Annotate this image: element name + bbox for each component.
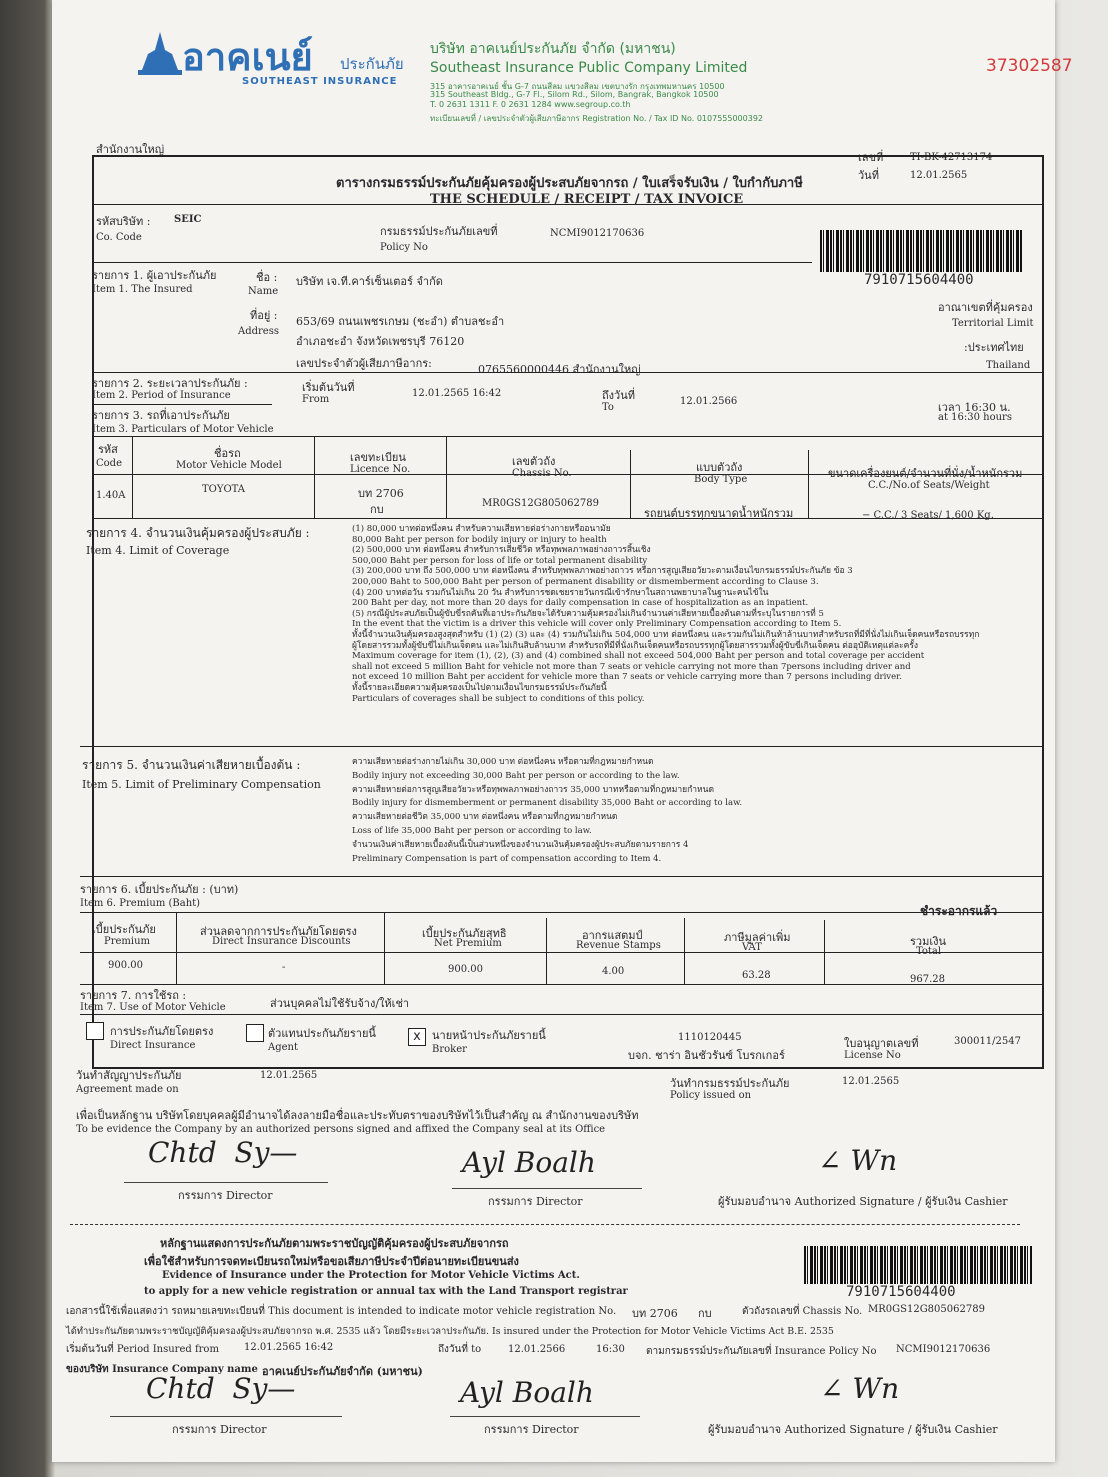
item2-label: รายการ 2. ระยะเวลาประกันภัย : [92,377,248,390]
slip-company-label: ของบริษัท Insurance Company name [66,1364,258,1375]
slip-director-label-2: กรรมการ Director [484,1423,579,1436]
serial-number: 37302587 [986,56,1073,76]
address-label-en: Address [238,326,279,337]
slip-line4: to apply for a new vehicle registration or annual tax with the Land Transport registrar [144,1286,628,1297]
licence-label-en: License No [844,1050,901,1061]
premium-value: 900.00 [108,960,143,971]
to-time-en: at 16:30 hours [938,412,1012,423]
broker-label: นายหน้าประกันภัยรายนี้ [432,1029,546,1042]
ph-premium-en: Premium [104,936,151,947]
vh-body: แบบตัวถัง [696,461,743,474]
vehicle-use: ส่วนบุคคลไม่ใช้รับจ้าง/ให้เช่า [270,997,410,1010]
stamp-value: 4.00 [602,966,625,977]
vh-model-en: Motor Vehicle Model [176,460,282,471]
phone: T. 0 2631 1311 F. 0 2631 1284 www.segroup.co.th [430,100,631,109]
net-value: 900.00 [448,964,483,975]
vh-licence: เลขทะเบียน [350,451,406,464]
authorized-signature: ∠ Wn [818,1144,898,1177]
coverage-line: In the event that the victim is a driver this vehicle will cover only Preliminary Compensation according to Item 5. [352,619,842,630]
temple-logo-icon [138,32,182,76]
issued-label-en: Policy issued on [670,1090,752,1101]
licence-label: ใบอนุญาตเลขที่ [844,1037,919,1050]
item3-label: รายการ 3. รถที่เอาประกันภัย [92,409,230,422]
ph-vat-en: VAT [742,942,762,953]
ph-stamp: อากรแสตมป์ [582,929,643,942]
item1-label: รายการ 1. ผู้เอาประกันภัย [92,269,217,282]
slip-line1: หลักฐานแสดงการประกันภัยตามพระราชบัญญัติคุ้มครองผู้ประสบภัยจากรถ [160,1237,509,1250]
slip-company-value: อาคเนย์ประกันภัยจำกัด (มหาชน) [262,1365,423,1378]
preliminary-line: ความเสียหายต่อการสูญเสียอวัยวะหรือทุพพลภาพอย่างถาวร 35,000 บาทหรือตามที่กฎหมายกำหนด [352,784,714,795]
ph-discount: ส่วนลดจากการประกันภัยโดยตรง [200,925,357,938]
from-value: 12.01.2565 16:42 [412,388,502,399]
doc-date-label: วันที่ [858,169,879,182]
from-label-en: From [302,394,330,405]
vh-chassis-en: Chassis No. [512,468,572,479]
slip-line2: เพื่อใช้สำหรับการจดทะเบียนรถใหม่หรือขอเสียภาษีประจำปีต่อนายทะเบียนขนส่ง [144,1255,519,1268]
agreement-label: วันทำสัญญาประกันภัย [76,1069,182,1082]
registration: ทะเบียนเลขที่ / เลขประจำตัวผู้เสียภาษีอากร Registration No. / Tax ID No. 0107555000392 [430,114,763,123]
ph-total: รวมเงิน [910,935,946,948]
preliminary-line: จำนวนเงินค่าเสียหายเบื้องต้นนี้เป็นส่วนหนึ่งของจำนวนเงินคุ้มครองผู้ประสบภัยตามรายการ 4 [352,839,689,850]
vh-body-en: Body Type [694,474,748,485]
vehicle-licence2: กบ [370,503,384,516]
co-code-label: รหัสบริษัท : [96,215,151,228]
slip-insured-text: ได้ทำประกันภัยตามพระราชบัญญัติคุ้มครองผู้ประสบภัยจากรถ พ.ศ. 2535 แล้ว โดยมีระยะเวลาประกันภัย. Is insured under the Protection for Motor Vehicle Victims Act B.E. 2535 [66,1326,834,1337]
address-thai: 315 อาคารอาคเนย์ ชั้น G-7 ถนนสีลม แขวงสีลม เขตบางรัก กรุงเทพมหานคร 10500 [430,82,725,91]
coverage-line: 80,000 Baht per person for bodily injury or injury to health [352,534,607,545]
tax-id-value: 0765560000446 สำนักงานใหญ่ [478,363,641,376]
slip-chassis-value: MR0GS12G805062789 [868,1304,985,1315]
vehicle-code: 1.40A [96,490,126,501]
coverage-line: not exceed 10 million Baht per accident for vehicle more than 7 seats or vehicle carrying more than 7 persons including driver. [352,672,902,683]
vh-cc: ขนาดเครื่องยนต์/จำนวนที่นั่ง/น้ำหนักรวม [828,467,1023,480]
territorial-label: อาณาเขตที่คุ้มครอง [938,301,1033,314]
agreement-value: 12.01.2565 [260,1070,318,1081]
slip-chassis-label: ตัวถังรถเลขที่ Chassis No. [742,1306,863,1317]
direct-label: การประกันภัยโดยตรง [110,1025,214,1038]
director-label-1: กรรมการ Director [178,1189,273,1202]
co-code-value: SEIC [174,214,202,225]
logo-en: SOUTHEAST INSURANCE [242,76,398,87]
slip-policy-label: ตามกรมธรรม์ประกันภัยเลขที่ Insurance Policy No [646,1346,877,1357]
slip-from-value: 12.01.2565 16:42 [244,1342,334,1353]
vehicle-body: รถยนต์บรรทุกขนาดน้ำหนักรวม [644,507,794,520]
branch: สำนักงานใหญ่ [96,143,165,156]
vh-code-en: Code [96,458,122,469]
coverage-line: (3) 200,000 บาท ถึง 500,000 บาท ต่อหนึ่งคน สำหรับทุพพลภาพอย่างถาวร หรือการสูญเสียอวัยวะตามเงื่อนไขกรมธรรม์ประกันภัย ข้อ 3 [352,566,853,577]
agent-checkbox[interactable] [246,1024,264,1042]
slip-director-label-1: กรรมการ Director [172,1423,267,1436]
evidence-text: เพื่อเป็นหลักฐาน บริษัทโดยบุคคลผู้มีอำนาจได้ลงลายมือชื่อและประทับตราของบริษัทไว้เป็นสำคัญ ณ สำนักงานของบริษัท [76,1109,639,1122]
vh-chassis: เลขตัวถัง [512,455,556,468]
slip-policy-value: NCMI9012170636 [896,1344,991,1355]
barcode [820,230,1022,272]
logo-thai: อาคเนย์ [182,35,313,79]
evidence-text-en: To be evidence the Company by an authorized persons signed and affixed the Company seal at its Office [76,1124,606,1135]
address-line1: 653/69 ถนนเพชรเกษม (ชะอำ) ตำบลชะอำ [296,315,505,328]
to-label: ถึงวันที่ [602,389,635,402]
slip-to-value: 12.01.2566 [508,1344,566,1355]
vehicle-licence: บท 2706 [358,487,404,500]
item3-label-en: Item 3. Particulars of Motor Vehicle [92,424,274,435]
broker-name: บจก. ชาร่า อินชัวรันซ์ โบรกเกอร์ [628,1049,785,1062]
vehicle-chassis: MR0GS12G805062789 [482,498,599,509]
address-en: 315 Southeast Bldg., G-7 Fl., Silom Rd., Silom, Bangrak, Bangkok 10500 [430,90,719,99]
country-en: Thailand [986,360,1031,371]
to-time: เวลา 16:30 น. [938,401,1011,414]
direct-checkbox[interactable] [86,1022,104,1040]
direct-label-en: Direct Insurance [110,1040,196,1051]
from-label: เริ่มต้นวันที่ [302,381,355,394]
discount-value: - [282,962,286,973]
policy-label-en: Policy No [380,242,428,253]
item5-label-en: Item 5. Limit of Preliminary Compensation [82,778,321,791]
total-value: 967.28 [910,974,945,985]
coverage-line: (5) กรณีผู้ประสบภัยเป็นผู้ขับขี่รถคันที่เอาประกันภัยจะได้รับความคุ้มครองไม่เกินจำนวนค่าเสียหายเบื้องต้นตามที่ระบุในรายการที่ 5 [352,608,824,619]
ph-discount-en: Direct Insurance Discounts [212,936,351,947]
slip-reg: บท 2706 [632,1307,678,1320]
vehicle-model: TOYOTA [202,484,246,495]
item7-label-en: Item 7. Use of Motor Vehicle [80,1002,226,1013]
name-label: ชื่อ : [256,271,278,284]
broker-code: 1110120445 [678,1032,742,1043]
item5-label: รายการ 5. จำนวนเงินค่าเสียหายเบื้องต้น : [82,758,301,772]
item6-label-en: Item 6. Premium (Baht) [80,898,201,909]
vh-licence-en: Licence No. [350,464,411,475]
barcode-number: 7910715604400 [864,272,974,288]
territorial-label-en: Territorial Limit [952,318,1034,329]
agent-label-en: Agent [268,1042,298,1053]
coverage-line: 200 Baht per day, not more than 20 days for daily compensation in case of hospitalization as an inpatient. [352,598,809,609]
licence-value: 300011/2547 [954,1036,1021,1047]
policy-value: NCMI9012170636 [550,228,645,239]
doc-no-label: เลขที่ [858,151,884,164]
slip-director-signature-1: Chtd Sy— [146,1372,296,1405]
director-label-2: กรรมการ Director [488,1195,583,1208]
name-label-en: Name [248,286,279,297]
coverage-line: ทั้งนี้จำนวนเงินคุ้มครองสูงสุดสำหรับ (1) (2) (3) และ (4) รวมกันไม่เกิน 504,000 บาท ต่อหนึ่งคน และรวมกันไม่เกินห้าล้านบาทสำหรับรถที่มีที่นั่งไม่เกินเจ็ดคนหรือรถบรรทุก [352,629,980,640]
vh-cc-en: C.C./No.of Seats/Weight [868,480,990,491]
coverage-text [352,524,979,704]
broker-label-en: Broker [432,1044,467,1055]
preliminary-line: Loss of life 35,000 Baht per person or according to law. [352,825,592,836]
broker-checkbox[interactable]: x [408,1028,426,1046]
tax-id-label: เลขประจำตัวผู้เสียภาษีอากร: [296,357,432,370]
ph-premium: เบี้ยประกันภัย [92,923,156,936]
preliminary-text [352,756,742,866]
director-signature-2: Ayl Boalh [462,1146,596,1179]
preliminary-line: Bodily injury for dismemberment or permanent disability 35,000 Baht or according to law. [352,798,743,809]
ph-total-en: Total [916,946,942,957]
slip-barcode [804,1246,1032,1284]
preliminary-line: Bodily injury not exceeding 30,000 Baht per person or according to the law. [352,770,680,781]
address-line2: อำเภอชะอำ จังหวัดเพชรบุรี 76120 [296,335,465,348]
insurance-document [52,0,1073,1462]
item7-label: รายการ 7. การใช้รถ : [80,989,187,1002]
coverage-line: Maximum coverage for item (1), (2), (3) and (4) combined shall not exceed 504,000 Baht per person and total coverage per accident [352,651,925,662]
cut-line [70,1224,1020,1225]
agent-label: ตัวแทนประกันภัยรายนี้ [268,1027,376,1040]
stamp-paid: ชำระอากรแล้ว [920,904,998,918]
slip-from-label: เริ่มต้นวันที่ Period Insured from [66,1344,219,1355]
vehicle-cc: − C.C./ 3 Seats/ 1,600 Kg. [862,510,994,521]
slip-authorized-signature: ∠ Wn [820,1372,900,1405]
item4-label-en: Item 4. Limit of Coverage [86,544,230,557]
to-label-en: To [602,402,614,413]
issued-value: 12.01.2565 [842,1076,900,1087]
coverage-line: 500,000 Baht per person for loss of life or total permanent disability [352,555,648,566]
coverage-line: (2) 500,000 บาท ต่อหนึ่งคน สำหรับการเสียชีวิต หรือทุพพลภาพอย่างถาวรสิ้นเชิง [352,545,651,556]
slip-to-time: 16:30 [596,1344,625,1355]
vh-code: รหัส [98,443,118,456]
slip-line3: Evidence of Insurance under the Protection for Motor Vehicle Victims Act. [162,1270,580,1281]
authorized-label: ผู้รับมอบอำนาจ Authorized Signature / ผู้รับเงิน Cashier [718,1195,1008,1208]
coverage-line: ทั้งนี้รายละเอียดความคุ้มครองเป็นไปตามเงื่อนไขกรมธรรม์ประกันภัยนี้ [352,682,607,693]
slip-doc-text: เอกสารนี้ใช้เพื่อแสดงว่า รถหมายเลขทะเบียนที่ This document is intended to indicate motor vehicle registration No. [66,1306,617,1317]
coverage-line: shall not exceed 5 million Baht for vehicle not more than 7 seats or vehicle carrying not more than 7persons including driver and [352,661,911,672]
preliminary-line: Preliminary Compensation is part of compensation according to Item 4. [352,853,662,864]
coverage-line: Particulars of coverages shall be subject to conditions of this policy. [352,693,645,704]
insured-name: บริษัท เจ.ที.คาร์เซ็นเตอร์ จำกัด [296,275,443,288]
item6-label: รายการ 6. เบี้ยประกันภัย : (บาท) [80,883,239,896]
preliminary-line: ความเสียหายต่อร่างกายไม่เกิน 30,000 บาท ต่อหนึ่งคน หรือตามที่กฎหมายกำหนด [352,757,654,767]
director-signature-1: Chtd Sy— [148,1136,298,1169]
ph-net: เบี้ยประกันภัยสุทธิ [422,927,507,940]
coverage-line: ผู้โดยสารรวมทั้งผู้ขับขี่ไม่เกินเจ็ดคน และไม่เกินสิบล้านบาท สำหรับรถที่มีที่นั่งเกินเจ็ดคนหรือรถบรรทุกผู้โดยสารรวมทั้งผู้ขับขี่เกินเจ็ดคน ต่ออุบัติเหตุแต่ละครั้ง [352,640,919,651]
coverage-line: (4) 200 บาทต่อวัน รวมกันไม่เกิน 20 วัน สำหรับการชดเชยรายวันกรณีเข้ารักษาในสถานพยาบาลในฐานะคนไข้ใน [352,587,769,598]
slip-to-label: ถึงวันที่ to [438,1344,482,1355]
vh-model: ชื่อรถ [214,447,241,460]
policy-label: กรมธรรม์ประกันภัยเลขที่ [380,225,498,238]
address-label: ที่อยู่ : [250,309,278,322]
ph-vat: ภาษีมูลค่าเพิ่ม [724,931,791,944]
item1-label-en: Item 1. The Insured [92,284,193,295]
preliminary-line: ความเสียหายต่อชีวิต 35,000 บาท ต่อหนึ่งคน หรือตามที่กฎหมายกำหนด [352,812,618,823]
country-thai: :ประเทศไทย [964,341,1024,354]
ph-net-en: Net Premium [434,938,502,949]
slip-authorized-label: ผู้รับมอบอำนาจ Authorized Signature / ผู้รับเงิน Cashier [708,1423,998,1436]
slip-director-signature-2: Ayl Boalh [460,1376,594,1409]
ph-stamp-en: Revenue Stamps [576,940,661,951]
slip-barcode-number: 7910715604400 [846,1284,956,1300]
doc-no-value: TI-BK-42713174 [910,152,993,163]
doc-date-value: 12.01.2565 [910,170,968,181]
vat-value: 63.28 [742,970,771,981]
title-thai: ตารางกรมธรรม์ประกันภัยคุ้มครองผู้ประสบภัยจากรถ / ใบเสร็จรับเงิน / ใบกำกับภาษี [336,176,803,191]
issued-label: วันทำกรมธรรม์ประกันภัย [670,1077,790,1090]
agreement-label-en: Agreement made on [76,1084,179,1095]
to-value: 12.01.2566 [680,396,738,407]
co-code-label-en: Co. Code [96,232,142,243]
slip-reg2: กบ [698,1307,712,1320]
company-thai: บริษัท อาคเนย์ประกันภัย จำกัด (มหาชน) [430,41,676,57]
coverage-line: 200,000 Baht to 500,000 Baht per person of permanent disability or dismemberment according to Clause 3. [352,576,819,587]
logo-sub-thai: ประกันภัย [340,55,404,73]
item4-label: รายการ 4. จำนวนเงินคุ้มครองผู้ประสบภัย : [86,526,310,540]
company-en: Southeast Insurance Public Company Limited [430,60,748,76]
coverage-line: (1) 80,000 บาทต่อหนึ่งคน สำหรับความเสียหายต่อร่างกายหรืออนามัย [352,524,611,534]
title-en: THE SCHEDULE / RECEIPT / TAX INVOICE [430,192,744,207]
item2-label-en: Item 2. Period of Insurance [92,390,231,401]
